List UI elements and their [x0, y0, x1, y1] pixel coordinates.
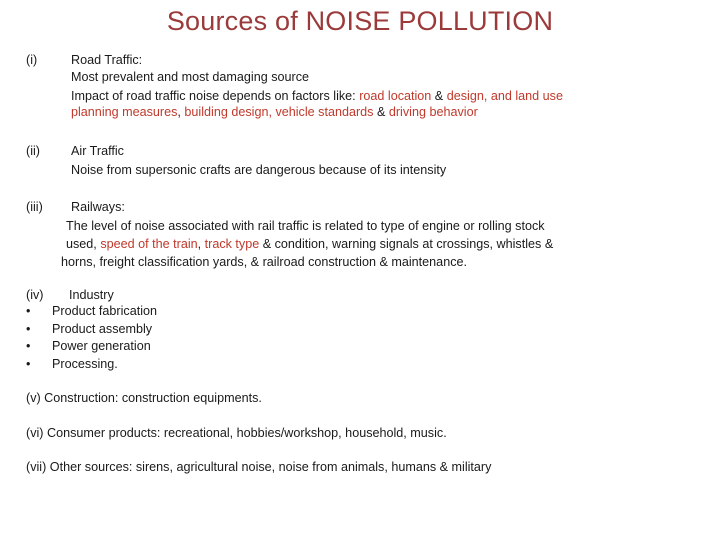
list-item: • Product assembly [26, 321, 157, 339]
bullet-icon: • [26, 321, 31, 336]
section-text: used, speed of the train, track type & condition, warning signals at crossings, whistles & [66, 237, 554, 251]
section-heading: Industry [69, 288, 114, 302]
section-text: Most prevalent and most damaging source [71, 70, 310, 84]
list-item: • Power generation [26, 338, 157, 356]
section-text: The level of noise associated with rail traffic is related to type of engine or rolling stock [66, 219, 545, 233]
bullet-icon: • [26, 304, 31, 318]
section-text: planning measures, building design, vehicle standards & driving behavior [71, 105, 478, 119]
bullet-icon: • [26, 339, 31, 353]
section-other-sources: (vii) Other sources: sirens, agricultural noise, noise from animals, humans & military [26, 460, 492, 474]
section-consumer-products: (vi) Consumer products: recreational, hobbies/workshop, household, music. [26, 426, 447, 440]
section-number: (iii) [26, 200, 43, 214]
section-heading: Air Traffic [71, 144, 124, 158]
section-heading: Road Traffic: [71, 53, 143, 67]
section-number: (ii) [26, 144, 40, 158]
section-construction: (v) Construction: construction equipments. [26, 391, 262, 405]
section-heading: Railways: [71, 200, 125, 214]
industry-list [26, 303, 157, 373]
page-title: Sources of NOISE POLLUTION [166, 6, 554, 36]
section-text: Impact of road traffic noise depends on factors like: road location & design, and land use [71, 89, 563, 103]
section-number: (i) [26, 53, 38, 67]
bullet-icon: • [26, 356, 31, 371]
section-number: (iv) [26, 288, 44, 302]
list-item: • Product fabrication [26, 303, 157, 321]
section-text: horns, freight classification yards, & railroad construction & maintenance. [61, 255, 467, 269]
section-text: Noise from supersonic crafts are dangerous because of its intensity [71, 163, 447, 177]
list-item: • Processing. [26, 356, 157, 374]
